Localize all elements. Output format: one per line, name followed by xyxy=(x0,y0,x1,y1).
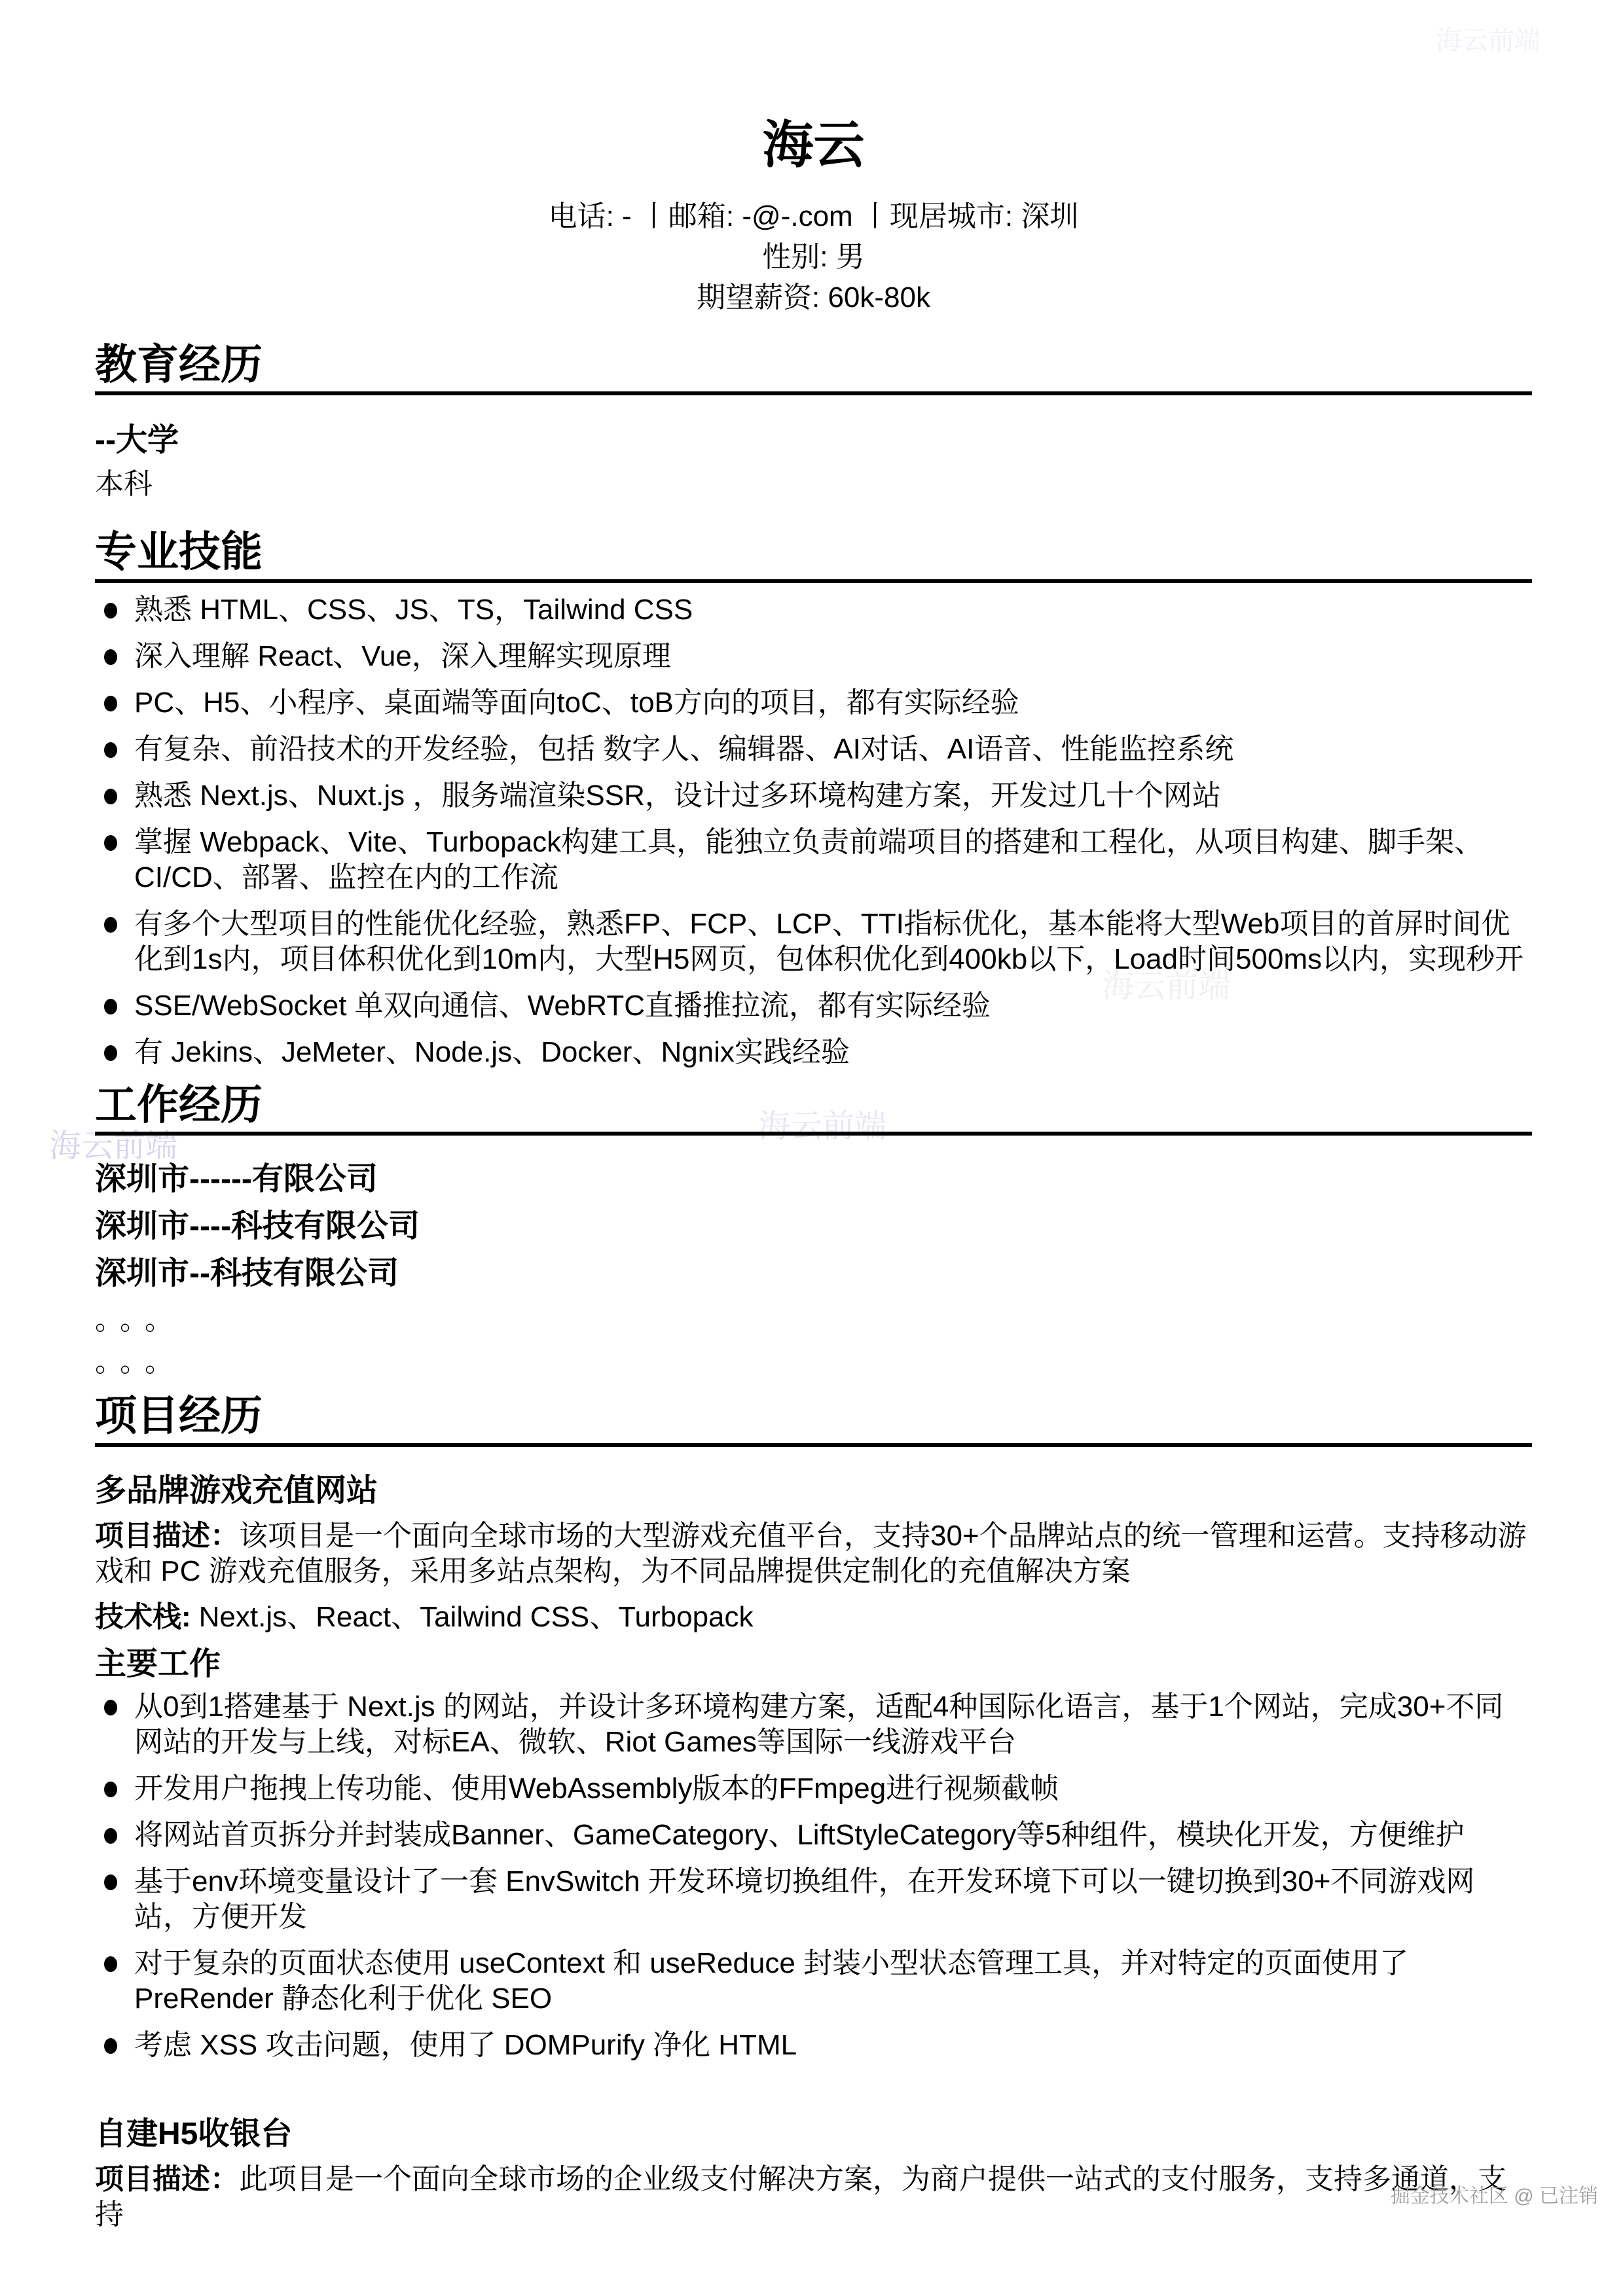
project-bullet-item: 基于env环境变量设计了一套 EnvSwitch 开发环境切换组件，在开发环境下可以一键切换到30+不同游戏网站，方便开发 xyxy=(95,1864,1532,1935)
page-footer: 掘金技术社区 @ 已注销 xyxy=(1390,2185,1598,2207)
skill-item: 有多个大型项目的性能优化经验，熟悉FP、FCP、LCP、TTI指标优化，基本能将大型Web项目的首屏时间优化到1s内，项目体积优化到10m内，大型H5网页，包体积优化到400kb以下，Load时间500ms以内，实现秒开 xyxy=(95,906,1532,977)
work-company: 深圳市------有限公司 xyxy=(95,1162,378,1197)
project-bullet-item: 从0到1搭建基于 Next.js 的网站，并设计多环境构建方案，适配4种国际化语言，基于1个网站，完成30+不同网站的开发与上线，对标EA、微软、Riot Games等国际一线游戏平台 xyxy=(95,1689,1532,1760)
section-skills-title: 专业技能 xyxy=(95,529,1532,583)
section-education-title: 教育经历 xyxy=(95,342,1532,395)
gender-line: 性别: 男 xyxy=(762,241,865,273)
project-stack xyxy=(95,1600,1532,1635)
project-desc xyxy=(95,1518,1532,1589)
project-bullet-item: 开发用户拖拽上传功能、使用WebAssembly版本的FFmpeg进行视频截帧 xyxy=(95,1771,1532,1806)
skill-item: 深入理解 React、Vue，深入理解实现原理 xyxy=(95,639,1532,674)
project-work-label: 主要工作 xyxy=(95,1646,221,1681)
project-desc-label: 项目描述： xyxy=(95,2162,239,2195)
project-bullets xyxy=(95,1689,1532,2063)
education-school: --大学 xyxy=(95,423,179,458)
skill-item: 掌握 Webpack、Vite、Turbopack构建工具，能独立负责前端项目的搭建和工程化，从项目构建、脚手架、CI/CD、部署、监控在内的工作流 xyxy=(95,825,1532,895)
skills-list xyxy=(95,592,1532,1070)
watermark: 海云前端 xyxy=(1102,969,1231,1004)
resume-page xyxy=(95,0,1532,2233)
resume-name-title: 海云 xyxy=(762,116,865,173)
project-bullet-item: 考虑 XSS 攻击问题，使用了 DOMPurify 净化 HTML xyxy=(95,2028,1532,2063)
project-desc-label: 项目描述： xyxy=(95,1519,239,1552)
watermark: 海云前端 xyxy=(49,1128,178,1164)
project-stack-text: Next.js、React、Tailwind CSS、Turbopack xyxy=(198,1600,754,1633)
skill-item: SSE/WebSocket 单双向通信、WebRTC直播推拉流，都有实际经验 xyxy=(95,988,1532,1024)
project-name: 多品牌游戏充值网站 xyxy=(95,1473,378,1508)
project-bullet-item: 对于复杂的页面状态使用 useContext 和 useReduce 封装小型状态管理工具，并对特定的页面使用了 PreRender 静态化利于优化 SEO xyxy=(95,1946,1532,2017)
skill-item: 有 Jekins、JeMeter、Node.js、Docker、Ngnix实践经验 xyxy=(95,1035,1532,1070)
contact-line: 电话: - 丨邮箱: -@-.com 丨现居城市: 深圳 xyxy=(548,200,1079,232)
skill-item: 有复杂、前沿技术的开发经验，包括 数字人、编辑器、AI对话、AI语音、性能监控系统 xyxy=(95,732,1532,767)
education-degree: 本科 xyxy=(95,468,153,501)
section-work-title: 工作经历 xyxy=(95,1082,1532,1136)
project-name: 自建H5收银台 xyxy=(95,2116,293,2151)
work-ellipsis: 。。。 xyxy=(95,1346,184,1378)
watermark: 海云前端 xyxy=(1436,26,1541,55)
watermark: 海云前端 xyxy=(758,1109,887,1144)
project-desc xyxy=(95,2162,1532,2233)
work-company: 深圳市----科技有限公司 xyxy=(95,1209,420,1244)
project-desc-text: 该项目是一个面向全球市场的大型游戏充值平台，支持30+个品牌站点的统一管理和运营。支持移动游戏和 PC 游戏充值服务，采用多站点架构，为不同品牌提供定制化的充值解决方案 xyxy=(95,1519,1527,1587)
work-company: 深圳市--科技有限公司 xyxy=(95,1256,399,1291)
project-desc-text: 此项目是一个面向全球市场的企业级支付解决方案，为商户提供一站式的支付服务，支持多通道，支持 xyxy=(95,2162,1506,2231)
project-bullet-item: 将网站首页拆分并封装成Banner、GameCategory、LiftStyleCategory等5种组件，模块化开发，方便维护 xyxy=(95,1818,1532,1853)
skill-item: 熟悉 HTML、CSS、JS、TS，Tailwind CSS xyxy=(95,592,1532,628)
salary-line: 期望薪资: 60k-80k xyxy=(697,281,930,314)
project-stack-label: 技术栈: xyxy=(95,1600,191,1633)
skill-item: 熟悉 Next.js、Nuxt.js ，服务端渲染SSR，设计过多环境构建方案，开发过几十个网站 xyxy=(95,778,1532,814)
section-projects-title: 项目经历 xyxy=(95,1393,1532,1446)
skill-item: PC、H5、小程序、桌面端等面向toC、toB方向的项目，都有实际经验 xyxy=(95,685,1532,721)
contact-block xyxy=(95,196,1532,318)
work-ellipsis: 。。。 xyxy=(95,1304,184,1336)
